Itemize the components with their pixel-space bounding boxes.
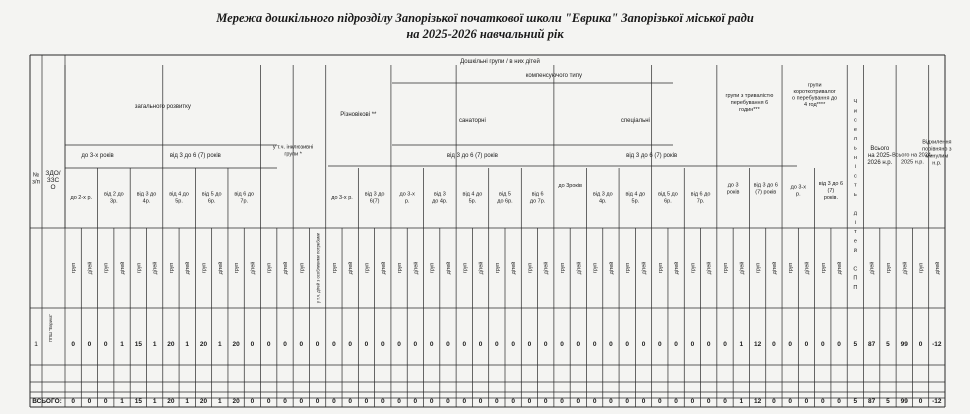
header-groups: груп xyxy=(690,262,697,274)
header-sub-sanatorium: до 7р. xyxy=(529,198,546,205)
header-groups: груп xyxy=(136,262,143,274)
total-value: 0 xyxy=(723,398,727,405)
row-value: 0 xyxy=(364,341,369,348)
total-value: -12 xyxy=(932,398,942,405)
header-sub-general: 3р. xyxy=(110,198,118,205)
header-sub-special: від 4 до xyxy=(625,191,646,198)
header-sub-special: 7р. xyxy=(696,198,705,205)
header-children: дітей xyxy=(706,261,713,275)
total-value: 0 xyxy=(71,398,75,405)
header-children: дітей xyxy=(739,261,746,275)
total-value: 0 xyxy=(478,398,483,405)
header-3-to-6: від 3 до 6 (7) років xyxy=(446,153,498,159)
row-value: 0 xyxy=(625,341,630,348)
header-deviation: Відхилення xyxy=(922,139,952,146)
row-value: 1 xyxy=(152,341,157,348)
total-value: 0 xyxy=(299,398,304,405)
total-value: 0 xyxy=(413,398,418,405)
row-value: 0 xyxy=(380,341,385,348)
row-value: 0 xyxy=(332,341,336,348)
title-line-1: Мережа дошкільного підрозділу Запорізької початкової школи "Еврика" Запорізької міської ради xyxy=(216,11,754,25)
total-value: 0 xyxy=(641,398,646,405)
row-value: 0 xyxy=(299,341,304,348)
header-mixed-age: Різновікові ** xyxy=(340,112,377,118)
header-spp: П xyxy=(853,275,858,282)
header-groups: груп xyxy=(527,262,534,274)
total-value: 0 xyxy=(560,398,564,405)
total-value: 0 xyxy=(788,398,792,405)
header-sub-duration: (7) років xyxy=(755,189,777,196)
header-groups: груп xyxy=(462,262,469,274)
row-value: 0 xyxy=(87,341,92,348)
header-children: дітей xyxy=(771,261,778,275)
header-sub-general: від 6 до xyxy=(234,191,255,198)
header-spp: ь xyxy=(853,192,857,198)
header-children: дітей xyxy=(576,261,583,275)
row-value: 0 xyxy=(788,341,792,348)
header-spp: д xyxy=(853,210,857,217)
header-sub-general: від 3 до xyxy=(136,191,157,198)
header-sub-duration: років xyxy=(726,189,740,196)
row-value: 1 xyxy=(120,341,124,348)
header-spp: й xyxy=(853,247,857,254)
header-short-stay: короткотривалог xyxy=(793,88,836,95)
header-sub-general: від 5 до xyxy=(201,191,222,198)
total-value: 0 xyxy=(918,398,923,405)
header-compensatory: компенсуючого типу xyxy=(525,73,583,79)
header-spp: С xyxy=(853,266,858,273)
header-spp: Ч xyxy=(853,99,858,105)
header-sub-general: 4р. xyxy=(142,198,151,205)
header-inclusive: групи * xyxy=(284,151,302,158)
header-children: дітей xyxy=(445,261,452,275)
header-groups: груп xyxy=(560,262,567,274)
row-value: 99 xyxy=(900,341,908,348)
row-value: 0 xyxy=(804,341,809,348)
header-groups: груп xyxy=(755,262,762,274)
header-spp: л xyxy=(853,136,857,143)
header-groups: груп xyxy=(234,262,241,274)
total-value: 0 xyxy=(609,398,613,405)
header-children: дітей xyxy=(478,261,485,275)
row-value: 5 xyxy=(886,341,890,348)
header-children: дітей xyxy=(837,261,844,275)
header-duration-6h: годин*** xyxy=(739,107,760,113)
row-value: 15 xyxy=(134,341,142,348)
row-value: -12 xyxy=(932,341,942,348)
total-value: 0 xyxy=(315,398,320,405)
header-sub-special-under3: до 3років xyxy=(558,183,582,189)
header-general-development: загального розвитку xyxy=(134,104,191,110)
header-children: дітей xyxy=(217,261,224,275)
row-value: 0 xyxy=(641,341,646,348)
row-value: 0 xyxy=(446,341,450,348)
header-children: дітей xyxy=(934,261,941,275)
row-value: 0 xyxy=(690,341,695,348)
header-sub-special: від 5 до xyxy=(658,191,678,198)
header-spp: і xyxy=(854,219,856,226)
row-value: 0 xyxy=(918,341,923,348)
header-special: спеціальні xyxy=(620,118,650,124)
total-value: 0 xyxy=(690,398,695,405)
row-value: 0 xyxy=(820,341,825,348)
total-value: 0 xyxy=(820,398,825,405)
header-sub-short-stay: від 3 до 6 xyxy=(818,181,844,187)
total-value: 0 xyxy=(332,398,336,405)
total-value: 0 xyxy=(674,398,678,405)
total-value: 0 xyxy=(397,398,401,405)
header-spp: т xyxy=(854,229,857,236)
total-value: 0 xyxy=(592,398,597,405)
total-value: 0 xyxy=(527,398,532,405)
header-zdo: О xyxy=(50,184,56,191)
total-value: 20 xyxy=(232,398,240,405)
header-children: дітей xyxy=(902,261,909,275)
header-children: дітей xyxy=(804,261,811,275)
header-sub-general: 5р. xyxy=(175,198,183,205)
total-value: 0 xyxy=(348,398,352,405)
total-value: 15 xyxy=(134,398,142,405)
header-groups: груп xyxy=(657,262,664,274)
header-num: № xyxy=(32,172,40,179)
header-children: дітей xyxy=(641,261,648,275)
header-deviation: н.р. xyxy=(932,160,942,167)
total-value: 20 xyxy=(199,398,208,405)
header-children: дітей xyxy=(543,261,550,275)
header-children: дітей xyxy=(250,261,257,275)
header-children: дітей xyxy=(348,261,355,275)
header-total-current: 2026 н.р. xyxy=(867,160,893,166)
header-groups: груп xyxy=(885,262,892,274)
header-total-current: на 2025- xyxy=(867,153,892,159)
header-groups: груп xyxy=(103,262,110,274)
row-value: 5 xyxy=(853,341,858,348)
total-value: 0 xyxy=(804,398,809,405)
header-children: дітей xyxy=(869,261,876,275)
header-short-stay: групи xyxy=(807,82,822,89)
header-groups: груп xyxy=(299,262,306,274)
total-value: 0 xyxy=(495,398,499,405)
header-total-previous: 2025 н.р. xyxy=(900,159,924,166)
row-value: 20 xyxy=(167,341,175,348)
total-value: 99 xyxy=(900,398,908,405)
row-value: 0 xyxy=(706,341,711,348)
header-sub-special: від 3 до xyxy=(592,191,613,198)
row-value: 0 xyxy=(592,341,597,348)
header-groups: груп xyxy=(592,262,599,274)
header-children: у т.ч. дітей з особливими потребами xyxy=(315,232,321,304)
header-preschool-groups: Дошкільні групи / в них дітей xyxy=(460,59,540,65)
header-sub-general: 7р. xyxy=(240,198,249,205)
header-sub-sanatorium: від 4 до xyxy=(462,191,483,198)
header-sub-short-stay: до 3-х xyxy=(790,184,807,191)
header-groups: груп xyxy=(168,262,175,274)
row-value: 0 xyxy=(576,341,581,348)
total-label: ВСЬОГО: xyxy=(32,398,62,405)
total-value: 0 xyxy=(462,398,467,405)
row-value: 0 xyxy=(560,341,564,348)
header-children: дітей xyxy=(152,261,159,275)
header-sub-general: до 2-х р. xyxy=(70,195,93,201)
header-sub-duration: від 3 до 6 xyxy=(753,182,778,189)
header-sub-sanatorium: до 4р. xyxy=(432,198,448,205)
row-value: 0 xyxy=(511,341,515,348)
header-children: дітей xyxy=(413,261,420,275)
header-spp: и xyxy=(853,108,857,115)
row-institution: ППШ "Еврика" xyxy=(48,314,53,342)
header-spp: н xyxy=(853,154,857,161)
total-value: 0 xyxy=(250,398,255,405)
total-value: 1 xyxy=(218,398,222,405)
header-children: дітей xyxy=(511,261,518,275)
header-3-to-6: від 3 до 6 (7) років xyxy=(169,153,221,159)
header-sub-sanatorium: від 3 xyxy=(433,191,446,198)
row-value: 0 xyxy=(837,341,841,348)
header-sub-sanatorium: 5р. xyxy=(468,198,477,205)
row-value: 1 xyxy=(218,341,222,348)
total-value: 0 xyxy=(87,398,92,405)
header-groups: груп xyxy=(201,262,208,274)
row-number: 1 xyxy=(34,341,38,348)
row-value: 0 xyxy=(103,341,108,348)
header-sub-special: 5р. xyxy=(631,198,640,205)
row-value: 0 xyxy=(527,341,532,348)
header-groups: груп xyxy=(494,262,501,274)
header-spp: т xyxy=(854,182,857,189)
row-value: 12 xyxy=(753,341,762,348)
row-value: 0 xyxy=(772,341,776,348)
total-value: 0 xyxy=(446,398,450,405)
total-value: 0 xyxy=(283,398,287,405)
header-deviation: минулим xyxy=(925,153,949,160)
total-value: 0 xyxy=(837,398,841,405)
header-sub-general: від 2 до xyxy=(104,191,124,198)
header-groups: груп xyxy=(429,262,436,274)
header-deviation: порівняно з xyxy=(922,146,952,153)
total-value: 0 xyxy=(543,398,548,405)
header-short-stay: 4 год**** xyxy=(804,101,826,108)
header-groups: груп xyxy=(364,262,371,274)
row-value: 0 xyxy=(413,341,418,348)
total-value: 12 xyxy=(753,398,762,405)
header-children: дітей xyxy=(674,261,681,275)
row-value: 87 xyxy=(868,341,876,348)
header-sanatorium: санаторні xyxy=(458,118,486,124)
header-spp: П xyxy=(853,285,858,291)
row-value: 0 xyxy=(315,341,320,348)
total-value: 1 xyxy=(152,398,157,405)
total-value: 1 xyxy=(120,398,124,405)
total-value: 0 xyxy=(658,398,662,405)
header-sub-sanatorium: від 6 xyxy=(531,191,544,198)
header-sub-general: від 4 до xyxy=(169,191,189,198)
header-sub-general: 6р. xyxy=(207,198,216,205)
header-children: дітей xyxy=(380,261,387,275)
header-num: з/п xyxy=(32,179,40,186)
total-value: 1 xyxy=(739,398,744,405)
row-value: 0 xyxy=(674,341,678,348)
total-value: 5 xyxy=(853,398,858,405)
total-value: 5 xyxy=(886,398,890,405)
header-sub-sanatorium: до 3-х xyxy=(399,191,415,198)
header-children: дітей xyxy=(283,261,289,275)
header-groups: груп xyxy=(266,262,273,274)
header-sub-special: 4р. xyxy=(598,198,607,205)
row-value: 20 xyxy=(232,341,240,348)
row-value: 0 xyxy=(71,341,75,348)
row-value: 0 xyxy=(658,341,662,348)
total-value: 0 xyxy=(576,398,581,405)
header-groups: груп xyxy=(820,262,827,274)
header-total-current: Всього xyxy=(870,146,890,152)
total-value: 0 xyxy=(706,398,711,405)
header-inclusive: у т.ч. інклюзивні xyxy=(272,144,314,151)
row-value: 0 xyxy=(429,341,434,348)
header-sub-short-stay: (7) xyxy=(827,188,835,194)
header-zdo: ЗДО/ xyxy=(45,170,61,177)
header-spp: с xyxy=(853,173,857,180)
total-value: 20 xyxy=(167,398,175,405)
total-value: 0 xyxy=(772,398,776,405)
row-value: 0 xyxy=(266,341,271,348)
header-under-3: до 3-х років xyxy=(81,153,114,159)
header-spp: е xyxy=(853,126,857,133)
row-value: 0 xyxy=(283,341,287,348)
total-value: 1 xyxy=(185,398,190,405)
row-value: 0 xyxy=(609,341,613,348)
row-value: 0 xyxy=(543,341,548,348)
total-value: 0 xyxy=(380,398,385,405)
header-groups: груп xyxy=(331,262,338,274)
header-sub-special: від 6 до xyxy=(690,191,711,198)
total-value: 0 xyxy=(364,398,369,405)
header-zdo: ЗЗС xyxy=(46,177,60,184)
header-sub-sanatorium: від 5 xyxy=(499,191,511,198)
header-3-to-6: від 3 до 6 (7) років xyxy=(626,153,678,159)
header-groups: груп xyxy=(397,262,404,274)
header-sub-special: 6р. xyxy=(664,198,672,205)
row-value: 0 xyxy=(723,341,727,348)
header-groups: груп xyxy=(625,262,632,274)
header-groups: груп xyxy=(723,262,729,274)
header-spp: ь xyxy=(853,145,857,152)
row-value: 1 xyxy=(185,341,190,348)
header-short-stay: о перебування до xyxy=(792,95,838,102)
header-duration-6h: перебування 6 xyxy=(730,100,769,106)
header-groups: груп xyxy=(918,262,925,274)
header-spp: с xyxy=(853,117,857,124)
header-sub-mixed: 6(7) xyxy=(369,198,380,205)
title-line-2: на 2025-2026 навчальний рік xyxy=(406,27,564,41)
total-value: 0 xyxy=(266,398,271,405)
total-value: 0 xyxy=(625,398,630,405)
row-value: 0 xyxy=(495,341,499,348)
header-sub-sanatorium: р. xyxy=(404,198,410,205)
header-groups: груп xyxy=(71,262,78,274)
header-sub-mixed: до 3-х р. xyxy=(331,195,353,201)
header-children: дітей xyxy=(185,261,192,275)
header-total-previous: Всього на 2024- xyxy=(892,152,933,159)
total-value: 0 xyxy=(511,398,515,405)
header-groups: груп xyxy=(788,262,795,274)
header-sub-mixed: від 3 до xyxy=(364,191,385,198)
header-children: дітей xyxy=(120,261,127,275)
header-duration-6h: групи з тривалістю xyxy=(725,93,774,99)
row-value: 0 xyxy=(397,341,401,348)
row-value: 0 xyxy=(462,341,467,348)
header-sub-short-stay: років. xyxy=(823,195,839,201)
row-value: 1 xyxy=(739,341,744,348)
row-value: 0 xyxy=(250,341,255,348)
row-value: 0 xyxy=(348,341,352,348)
header-spp: і xyxy=(854,164,856,171)
header-sub-short-stay: р. xyxy=(796,191,801,198)
header-children: дітей xyxy=(608,261,615,275)
total-value: 87 xyxy=(868,398,876,405)
row-value: 20 xyxy=(199,341,208,348)
total-value: 0 xyxy=(103,398,108,405)
header-children: дітей xyxy=(87,261,94,275)
total-value: 0 xyxy=(429,398,434,405)
header-spp: е xyxy=(853,238,857,245)
header-sub-sanatorium: до 6р. xyxy=(497,198,513,205)
row-value: 0 xyxy=(478,341,483,348)
header-sub-duration: до 3 xyxy=(727,182,739,189)
